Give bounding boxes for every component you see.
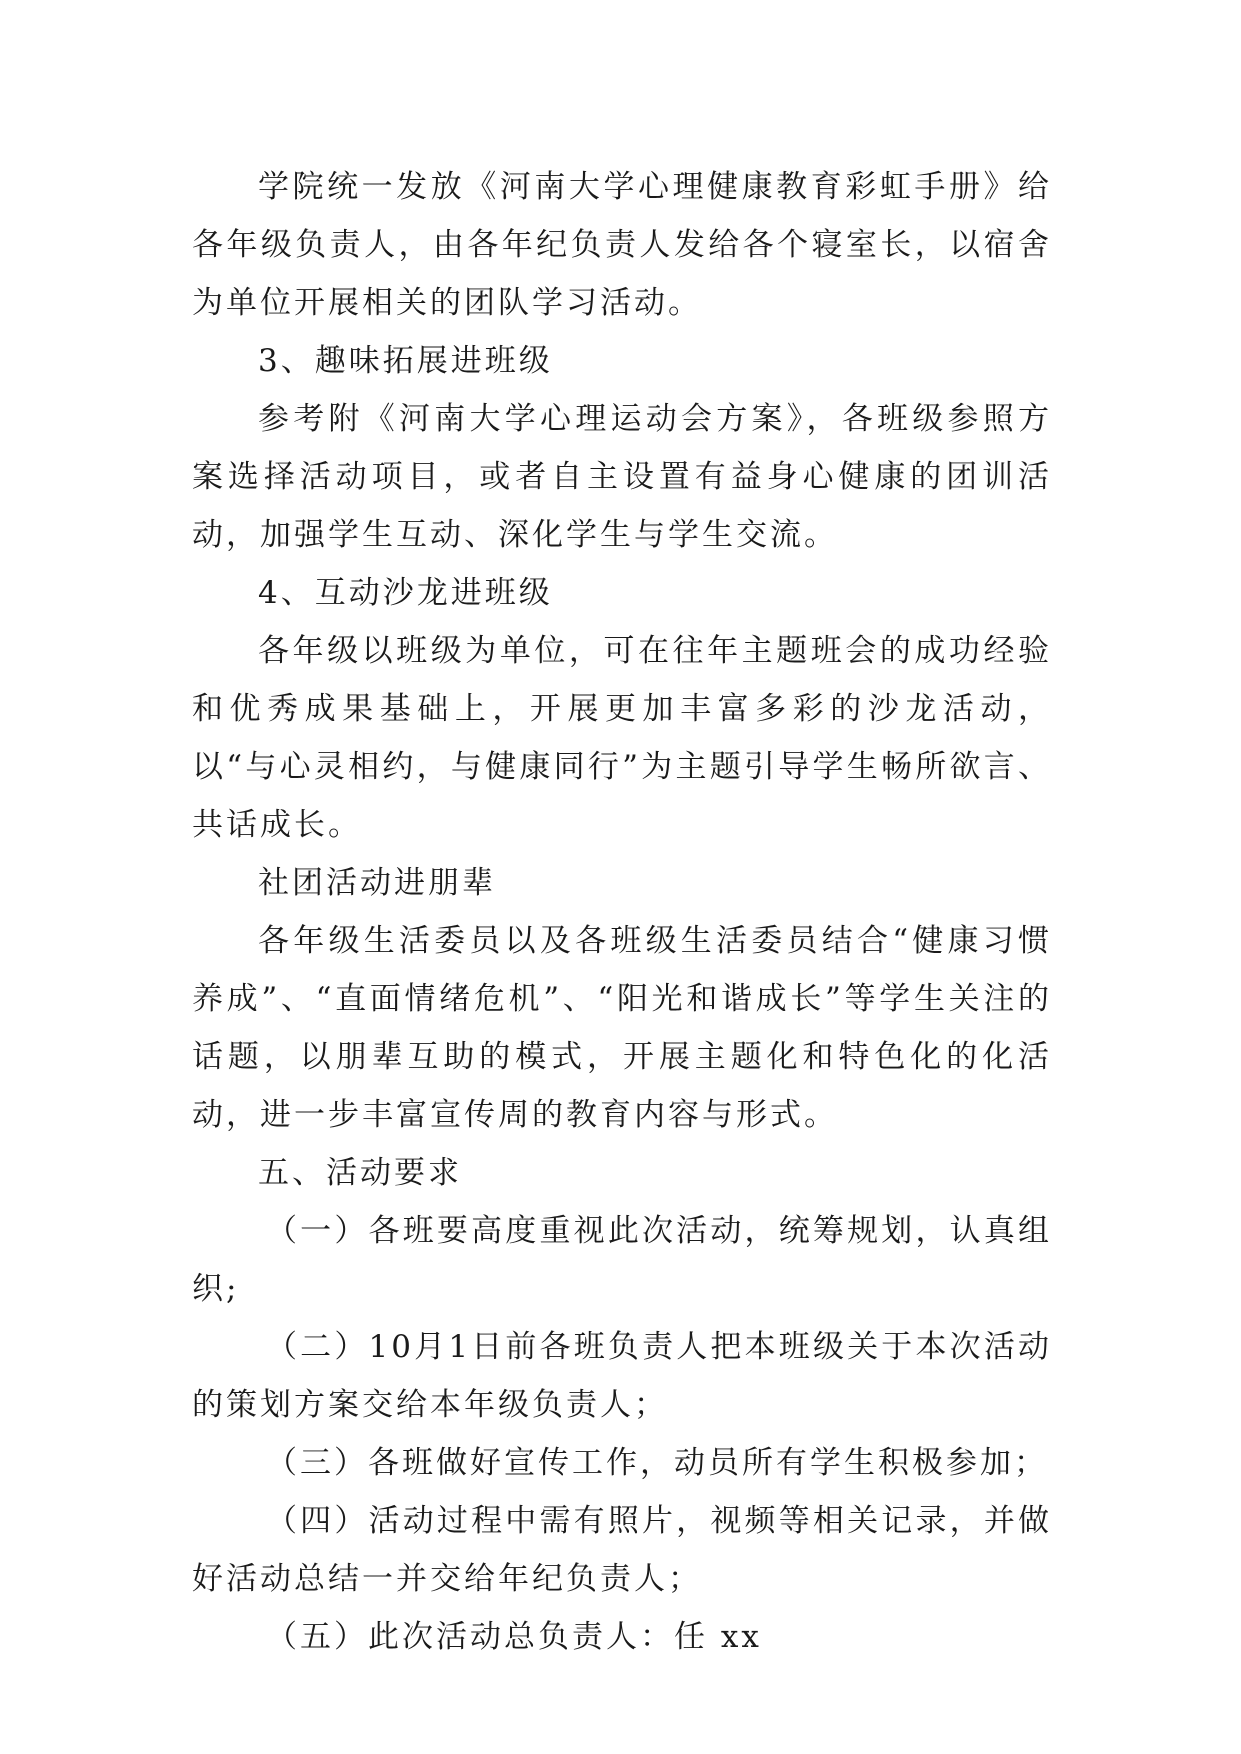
- heading-salon: 4、互动沙龙进班级: [258, 575, 553, 611]
- requirement-item-2: （二）10月1日前各班负责人把本班级关于本次活动的策划方案交给本年级负责人；: [192, 1329, 1052, 1423]
- requirement-item-4: （四）活动过程中需有照片，视频等相关记录，并做好活动总结一并交给年纪负责人；: [192, 1503, 1052, 1597]
- paragraph-sports-plan: 参考附《河南大学心理运动会方案》，各班级参照方案选择活动项目，或者自主设置有益身心健康的团训活动，加强学生互动、深化学生与学生交流。: [192, 401, 1052, 553]
- requirement-item-5: （五）此次活动总负责人：任 xx: [266, 1619, 762, 1655]
- heading-requirements: 五、活动要求: [258, 1155, 462, 1191]
- paragraph-club-activities: 各年级生活委员以及各班级生活委员结合“健康习惯养成”、“直面情绪危机”、“阳光和谐成长”等学生关注的话题，以朋辈互助的模式，开展主题化和特色化的化活动，进一步丰富宣传周的教育内容与形式。: [192, 923, 1052, 1133]
- document-body: [192, 158, 1052, 1666]
- requirement-item-1: （一）各班要高度重视此次活动，统筹规划，认真组织;: [192, 1213, 1052, 1307]
- paragraph-salon: 各年级以班级为单位，可在往年主题班会的成功经验和优秀成果基础上，开展更加丰富多彩的沙龙活动，以“与心灵相约，与健康同行”为主题引导学生畅所欲言、共话成长。: [192, 633, 1052, 843]
- paragraph-handbook: 学院统一发放《河南大学心理健康教育彩虹手册》给各年级负责人，由各年纪负责人发给各个寝室长，以宿舍为单位开展相关的团队学习活动。: [192, 169, 1052, 321]
- heading-club-activities: 社团活动进朋辈: [258, 865, 496, 901]
- requirement-item-3: （三）各班做好宣传工作，动员所有学生积极参加；: [266, 1445, 1048, 1481]
- heading-fun-expansion: 3、趣味拓展进班级: [258, 343, 553, 379]
